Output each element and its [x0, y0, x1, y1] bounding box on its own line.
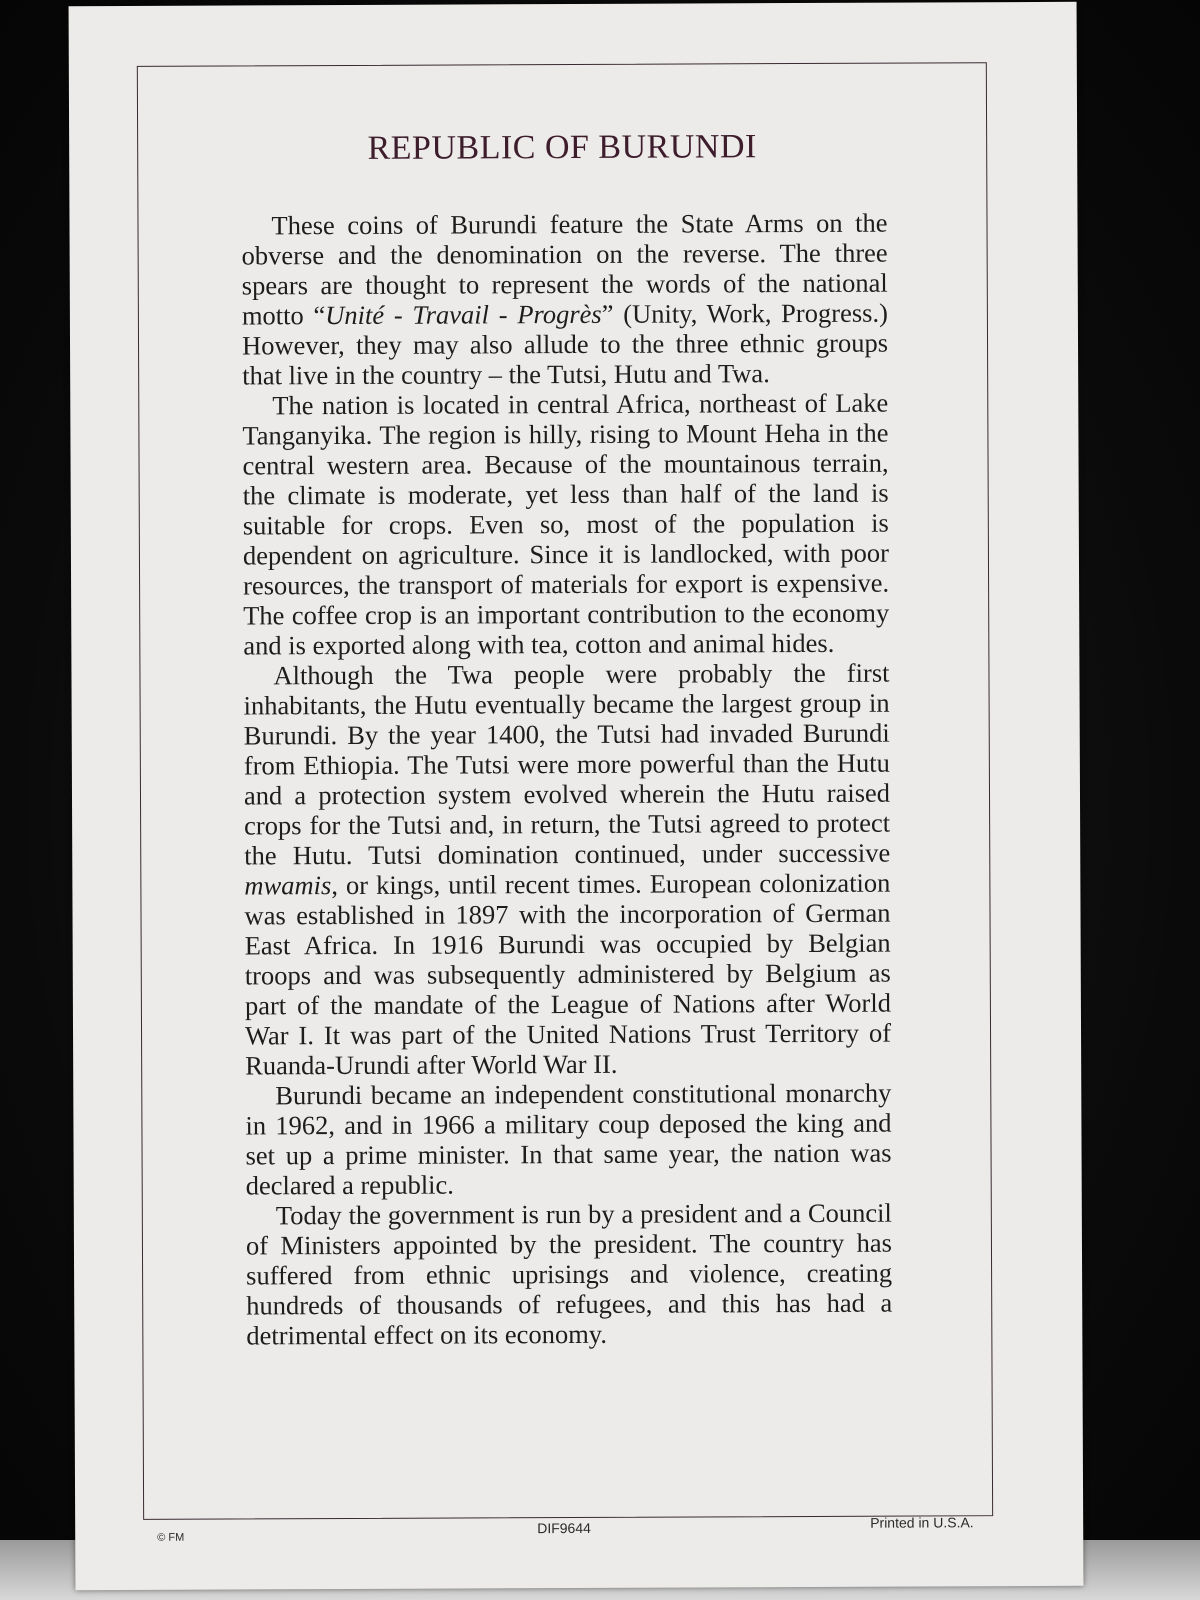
info-card [69, 2, 1084, 1590]
card-title: REPUBLIC OF BURUNDI [367, 128, 757, 167]
paragraph-4-text: Burundi became an independent constitutional monarchy in 1962, and in 1966 a military coup deposed the king and set up a prime minister. In that same year, the nation was declared a republic. [245, 1077, 892, 1201]
paragraph-2-text: The nation is located in central Africa, northeast of Lake Tanganyika. The region is hilly, rising to Mount Heha in the central western area. Because of the mountainous terrain, the climate is moderate, yet less than half of the land is suitable for crops. Even so, most of the population is dependent on agriculture. Since it is landlocked, with poor resources, the transport of materials for export is expensive. The coffee crop is an important contribution to the economy and is exported along with tea, cotton and animal hides. [242, 387, 890, 661]
national-motto: Unité - Travail - Progrès [325, 298, 602, 331]
paragraph-5 [246, 1198, 893, 1351]
paragraph-1 [241, 208, 888, 391]
card-body [241, 208, 892, 1351]
paragraph-2 [242, 388, 889, 661]
product-code: DIF9644 [537, 1519, 591, 1537]
paragraph-3 [243, 658, 891, 1081]
card-frame [137, 62, 993, 1520]
printed-note: Printed in U.S.A. [870, 1514, 974, 1531]
mwamis-term: mwamis [244, 870, 332, 901]
paragraph-5-text: Today the government is run by a president and a Council of Ministers appointed by the president. The country has suffered from ethnic uprisings and violence, creating hundreds of thousands of refugees, and this has had a detrimental effect on its economy. [245, 1197, 893, 1351]
paragraph-3-text-b: , or kings, until recent times. European colonization was established in 1897 with the incorporation of German East Africa. In 1916 Burundi was occupied by Belgian troops and was subsequently administered by Belgium as part of the mandate of the League of Nations after World War I. It was part of the United Nations Trust Territory of Ruanda-Urundi after World War II. [244, 867, 892, 1081]
paragraph-1-text-b: ” (Unity, Work, Progress.) However, they may also allude to the three ethnic groups that live in the country – the Tutsi, Hutu and Twa. [241, 297, 889, 391]
paragraph-3-text-a: Although the Twa people were probably the first inhabitants, the Hutu eventually became the largest group in Burundi. By the year 1400, the Tutsi had invaded Burundi from Ethiopia. The Tutsi were more powerful than the Hutu and a protection system evolved wherein the Hutu raised crops for the Tutsi and, in return, the Tutsi agreed to protect the Hutu. Tutsi domination continued, under successive [243, 657, 891, 871]
paragraph-4 [245, 1078, 892, 1201]
paragraph-1-text-a: These coins of Burundi feature the State Arms on the obverse and the denomination on the reverse. The three spears are thought to represent the words of the national motto “ [241, 207, 888, 331]
copyright-mark: © FM [157, 1531, 185, 1544]
